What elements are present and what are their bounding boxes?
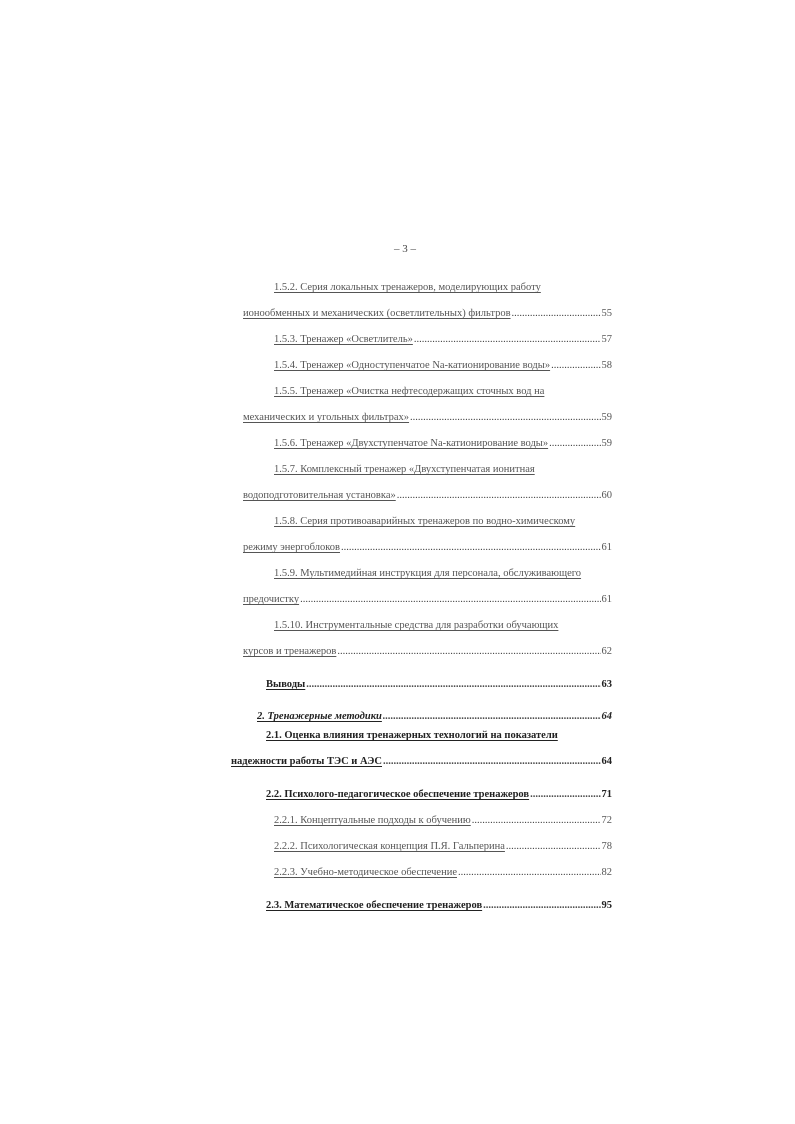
- toc-entry-2-2-2[interactable]: [274, 840, 612, 854]
- toc-entry-text: 1.5.4. Тренажер «Одноступенчатое Na-катионирование воды»: [274, 360, 551, 371]
- toc-page-number: 63: [601, 679, 612, 690]
- leader-dots: [300, 593, 600, 607]
- toc-entry-text: водоподготовительная установка»: [243, 490, 396, 501]
- toc-entry-1-5-7[interactable]: [274, 463, 614, 477]
- toc-page-number: 64: [601, 711, 612, 722]
- toc-entry-text: надежности работы ТЭС и АЭС: [231, 756, 383, 767]
- toc-entry-1-5-9[interactable]: [274, 567, 614, 581]
- leader-dots: [337, 645, 600, 659]
- toc-entry-text: ионообменных и механических (осветлительных) фильтров: [243, 308, 511, 319]
- toc-entry-conclusions[interactable]: [266, 678, 612, 692]
- toc-page-number: 55: [601, 308, 612, 319]
- toc-entry-text: 1.5.10. Инструментальные средства для разработки обучающих: [274, 620, 559, 631]
- toc-entry-text: Выводы: [266, 679, 306, 690]
- toc-entry-text: 2.2.2. Психологическая концепция П.Я. Гальперина: [274, 841, 505, 852]
- leader-dots: [414, 333, 601, 347]
- toc-entry-1-5-8[interactable]: [274, 515, 614, 529]
- toc-entry-text: 1.5.3. Тренажер «Осветлитель»: [274, 334, 413, 345]
- leader-dots: [341, 541, 601, 555]
- toc-entry-1-5-3[interactable]: [274, 333, 612, 347]
- toc-entry-text: 1.5.5. Тренажер «Очистка нефтесодержащих сточных вод на: [274, 386, 545, 397]
- toc-entry-chapter-2[interactable]: [257, 710, 612, 724]
- toc-page-number: 62: [601, 646, 612, 657]
- toc-entry-1-5-7-cont[interactable]: [243, 489, 612, 503]
- toc-page-number: 72: [601, 815, 612, 826]
- leader-dots: [551, 359, 600, 373]
- leader-dots: [383, 755, 600, 769]
- toc-page-number: 95: [601, 900, 612, 911]
- toc-entry-text: механических и угольных фильтрах»: [243, 412, 410, 423]
- toc-entry-text: 2.2. Психолого-педагогическое обеспечение тренажеров: [266, 789, 530, 800]
- toc-entry-1-5-2[interactable]: [274, 281, 614, 295]
- leader-dots: [483, 899, 600, 913]
- toc-entry-text: 2. Тренажерные методики: [257, 711, 382, 722]
- toc-entry-text: курсов и тренажеров: [243, 646, 337, 657]
- leader-dots: [383, 710, 601, 724]
- toc-page-number: 57: [601, 334, 612, 345]
- toc-entry-text: 1.5.7. Комплексный тренажер «Двухступенчатая ионитная: [274, 464, 535, 475]
- toc-entry-1-5-5[interactable]: [274, 385, 614, 399]
- toc-entry-text: 2.3. Математическое обеспечение тренажеров: [266, 900, 483, 911]
- toc-entry-text: 1.5.2. Серия локальных тренажеров, моделирующих работу: [274, 282, 541, 293]
- toc-entry-1-5-9-cont[interactable]: [243, 593, 612, 607]
- leader-dots: [410, 411, 600, 425]
- toc-entry-text: 1.5.9. Мультимедийная инструкция для персонала, обслуживающего: [274, 568, 582, 579]
- page-number: – 3 –: [394, 243, 416, 255]
- toc-page-number: 60: [601, 490, 612, 501]
- toc-page-number: 59: [601, 412, 612, 423]
- leader-dots: [506, 840, 601, 854]
- toc-entry-1-5-10-cont[interactable]: [243, 645, 612, 659]
- toc-page-number: 58: [601, 360, 612, 371]
- leader-dots: [458, 866, 601, 880]
- toc-entry-1-5-5-cont[interactable]: [243, 411, 612, 425]
- toc-page-number: 64: [601, 756, 612, 767]
- toc-entry-text: 2.2.1. Концептуальные подходы к обучению: [274, 815, 471, 826]
- toc-entry-text: 2.2.3. Учебно-методическое обеспечение: [274, 867, 457, 878]
- toc-entry-1-5-6[interactable]: [274, 437, 612, 451]
- toc-entry-text: предочистку: [243, 594, 300, 605]
- toc-entry-2-2-1[interactable]: [274, 814, 612, 828]
- toc-entry-text: режиму энергоблоков: [243, 542, 340, 553]
- toc-page-number: 78: [601, 841, 612, 852]
- toc-entry-1-5-2-cont[interactable]: [243, 307, 612, 321]
- toc-entry-text: 2.1. Оценка влияния тренажерных технологий на показатели: [266, 730, 558, 741]
- toc-entry-2-1-cont[interactable]: [231, 755, 612, 769]
- leader-dots: [549, 437, 600, 451]
- toc-page-number: 61: [601, 594, 612, 605]
- toc-page-number: 71: [601, 789, 612, 800]
- toc-entry-2-1[interactable]: [266, 729, 612, 743]
- leader-dots: [512, 307, 601, 321]
- toc-page-number: 59: [601, 438, 612, 449]
- toc-entry-1-5-8-cont[interactable]: [243, 541, 612, 555]
- toc-entry-2-2[interactable]: [266, 788, 612, 802]
- toc-entry-text: 1.5.8. Серия противоаварийных тренажеров по водно-химическому: [274, 516, 576, 527]
- leader-dots: [530, 788, 600, 802]
- toc-entry-2-2-3[interactable]: [274, 866, 612, 880]
- leader-dots: [397, 489, 601, 503]
- toc-entry-text: 1.5.6. Тренажер «Двухступенчатое Na-катионирование воды»: [274, 438, 549, 449]
- toc-page-number: 82: [601, 867, 612, 878]
- leader-dots: [306, 678, 600, 692]
- toc-entry-2-3[interactable]: [266, 899, 612, 913]
- toc-page-number: 61: [601, 542, 612, 553]
- toc-entry-1-5-4[interactable]: [274, 359, 612, 373]
- leader-dots: [472, 814, 601, 828]
- toc-entry-1-5-10[interactable]: [274, 619, 614, 633]
